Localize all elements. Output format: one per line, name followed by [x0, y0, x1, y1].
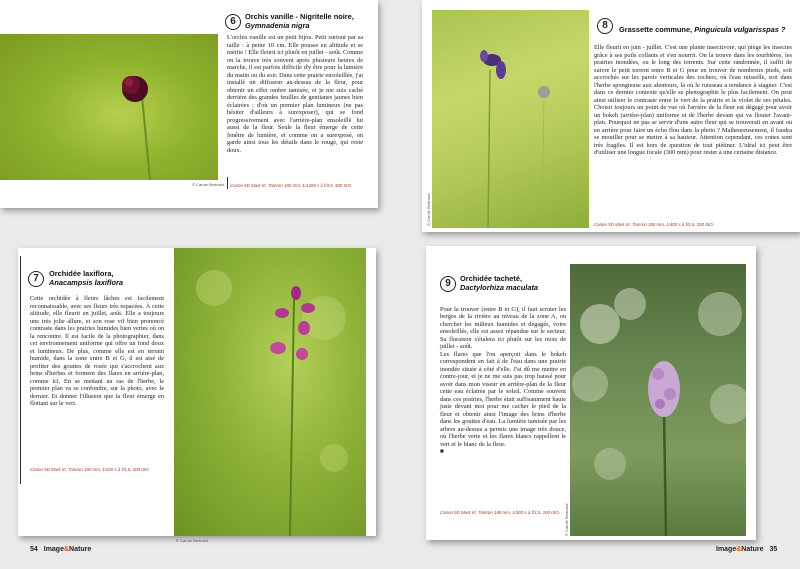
camera-settings: Canon 5D Mark III, Tamron 180 mm, 1/500 s à f/3,5, 200 ISO. — [440, 510, 560, 515]
page-number-left: 54 — [30, 546, 38, 553]
magazine-name-left: Image&Nature — [43, 546, 92, 553]
title-common-name: Grassette commune, — [619, 25, 693, 34]
photo-credit: © Carole Bertrand — [564, 503, 569, 536]
flower-illustration — [0, 34, 218, 180]
title-latin-name: Anacampsis laxiflora — [49, 278, 123, 287]
title-latin-name: Pinguicula vulgaris — [694, 25, 762, 34]
photo-credit: © Carole Bertrand — [176, 538, 209, 543]
title-common-name: Orchidée tacheté, — [460, 274, 523, 283]
article-body: Cette orchidée à fleurs lâches est facilement reconnaissable, avec ses fleurs très espacées. À cette altitude, elle fleurit en juillet, août. Elle a toujours une très jolie allure, et son rose vif bien prononcé contraste dans les prairies humides bien vertes où on la rencontre. Il est facile de la photographier, dans cet environnement uniforme qui offre un fond doux et lumineux. De plus, comme elle est en terrain humide, dans la zone entre B et G, il est aisé de profiter des gouttes de rosée qui s'accrochent aux brins d'herbes et forment des flares en arrière-plan, comme ici. En se mettant au ras de l'herbe, le premier plan va se confondre, sur la photo, avec le dernier. Et donner l'illusion que la fleur émerge en flottant sur le vert. — [30, 295, 164, 407]
title-latin-suffix: spas ? — [761, 25, 786, 34]
item-number-badge: 9 — [440, 276, 456, 292]
camera-settings: Canon 5D Mark III, Tamron 180 mm, 1/1400 s à f/3,5, 400 ISO. — [230, 183, 353, 188]
article-body: L'orchis vanille est un petit bijou. Petit surtout par sa taille : à peine 10 cm. Elle pousse en altitude et se mérite ! Elle fleurit ici plutôt en juillet - août. Comme on la trouve très souvent après plusieurs heures de marche, il est parfois difficile d'y être pour la lumière du matin ou du soir. Dans cette prairie ensoleillée, j'ai installé un diffuseur au-dessus de la fleur, pour obtenir un effet ombre tamisée, et je me suis caché derrière des grandes feuilles de gentianes jaunes bien éclairées : d'où un premier plan lumineux (ne pas hésiter d'ailleurs à surexposer), qui se fond progressivement avec l'arrière-plan ensoleillé lui aussi de la fleur. Seule la fleur émerge de cette fenêtre de lumière, et comme on a surexposé, on garde ainsi tous les détails dans le rouge, qui reste doux. — [227, 34, 363, 154]
page-number-right: 35 — [769, 546, 778, 553]
card-grassette — [422, 0, 800, 232]
card-orchidee-tachete — [426, 246, 756, 540]
settings-rule — [227, 177, 228, 189]
footer-right — [716, 545, 777, 554]
card-orchis-vanille — [0, 0, 378, 208]
photo-credit: © Carole Bertrand — [426, 193, 431, 226]
item-title — [245, 12, 370, 30]
item-number-badge: 7 — [28, 271, 44, 287]
photo-grassette — [432, 10, 589, 228]
magazine-name-right: Image&Nature — [716, 546, 764, 553]
photo-orchis-vanille — [0, 34, 218, 180]
camera-settings: Canon 5D Mark III, Tamron 180 mm, 1/400 s à f/3,5, 200 ISO. — [594, 222, 714, 227]
title-latin-name: Gymnadenia nigra — [245, 21, 310, 30]
title-common-name: Orchidée laxiflora, — [49, 269, 114, 278]
camera-settings: Canon 5D Mark III, Tamron 180 mm, 1/320 s à f/3,5, 200 ISO. — [30, 467, 150, 472]
flower-illustration — [432, 10, 589, 228]
item-number-badge: 6 — [225, 14, 241, 30]
title-latin-name: Dactylorhiza maculata — [460, 283, 539, 292]
item-number-badge: 8 — [597, 18, 613, 34]
article-body: Elle fleurit en juin - juillet. C'est une plante insectivore, qui piège les insectes grâce à ses poils collants et s'en nourrit. On la trouve dans les tourbières, les prairies inondées, ou le long des torrents. Sur cette randonnée, il suffit de suivre le petit torrent entre B et G pour en trouver de nombreux pieds, soit accrochés sur les parois verticales des rochers, où l'eau ruisselle, soit dans l'herbe spongieuse aux alentours, là où le ruisseau a tendance à stagner. C'est dans ce dernier contexte qu'elle se photographie le plus facilement. On peut ainsi utiliser le contraste entre le vert de la prairie et le violet de ses pétales. Choisir toujours un point de vue où l'arrière de la fleur est dégagé pour avoir un bokeh (arrière-plan) uniforme et de l'herbe devant qui va flouter l'avant-plan. Pourquoi ne pas se servir d'une autre fleur qui se trouverait en avant ou en arrière pour faire un écho flou dans la photo ? Malheureusement, il faudra se mouiller pour se mettre à sa hauteur. Attention cependant, ces zones sont très fragiles. Il est hors de question de tout piétiner. L'idéal ici peut être d'utiliser une longue focale (300 mm) pour rester à une certaine distance. — [594, 44, 792, 156]
flower-illustration — [174, 248, 366, 536]
end-mark: ■ — [440, 448, 444, 455]
photo-orchidee-laxiflora — [174, 248, 366, 536]
flower-illustration — [570, 264, 746, 536]
item-title — [49, 269, 164, 287]
footer-left — [30, 545, 91, 554]
article-body — [440, 298, 566, 456]
photo-orchidee-tachete — [570, 264, 746, 536]
title-common-name: Orchis vanille - Nigritelle noire, — [245, 12, 354, 21]
item-title — [460, 274, 560, 292]
photo-credit: © Carole Bertrand — [192, 182, 225, 187]
card-rule — [20, 256, 21, 484]
item-title — [619, 25, 794, 34]
card-orchidee-laxiflora — [18, 248, 376, 543]
article-text: Pour la trouver (entre B et G), il faut scruter les berges de la rivière au niveau de la zone A, ou chercher les milieux humides et dégagés, voire ensoleillés, elle est assez répandue sur le secteur. Sa floraison s'étalera ici plutôt sur les mois de juillet - août. Les flares que l'on aperçoit dans le bokeh correspondent en fait à de l'eau dans une prairie inondée située à côté d'elle. J'ai dû me mettre en contre-jour, et je ne me suis pas trop baissé pour avoir dans mon viseur en arrière-plan de la fleur cette eau éclairée par le soleil. Comme souvent dans ces prairies, l'herbe était suffisamment haute juste devant moi pour me cacher le pied de la fleur et obtenir ainsi l'image des brins d'herbe dans les gouttes d'eau. La lumière tamisée par les arbres au-dessus a permis une image très douce, où l'herbe verte et les flares blancs rappellent le vert et le blanc de la fleur. — [440, 305, 566, 448]
